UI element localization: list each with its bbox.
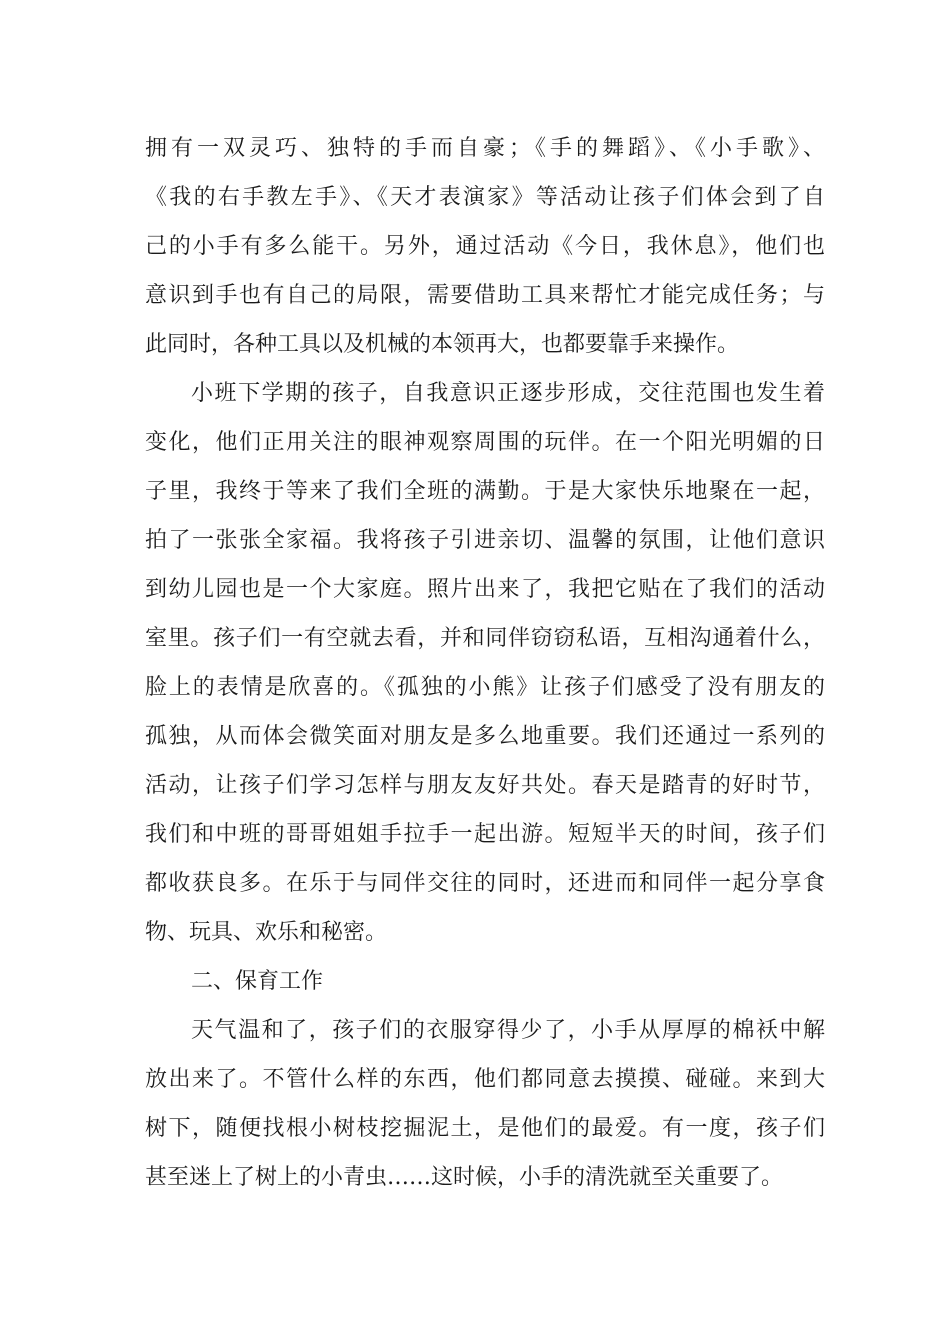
text-line: 都收获良多。在乐于与同伴交往的同时，还进而和同伴一起分享食 bbox=[145, 871, 825, 896]
text-line: 放出来了。不管什么样的东西，他们都同意去摸摸、碰碰。来到大 bbox=[145, 1067, 825, 1092]
text-line: 我们和中班的哥哥姐姐手拉手一起出游。短短半天的时间，孩子们 bbox=[145, 822, 825, 847]
paragraph bbox=[145, 369, 825, 957]
text-line: 《我的右手教左手》、《天才表演家》等活动让孩子们体会到了自 bbox=[145, 185, 825, 210]
text-line: 到幼儿园也是一个大家庭。照片出来了，我把它贴在了我们的活动 bbox=[145, 577, 825, 602]
text-line: 子里，我终于等来了我们全班的满勤。于是大家快乐地聚在一起， bbox=[145, 479, 825, 504]
text-line: 脸上的表情是欣喜的。《孤独的小熊》让孩子们感受了没有朋友的 bbox=[145, 675, 825, 700]
text-line: 物、玩具、欢乐和秘密。 bbox=[145, 920, 388, 945]
text-line: 活动，让孩子们学习怎样与朋友友好共处。春天是踏青的好时节， bbox=[145, 773, 825, 798]
text-line: 甚至迷上了树上的小青虫……这时候，小手的清洗就至关重要了。 bbox=[145, 1165, 784, 1190]
text-line: 拍了一张张全家福。我将孩子引进亲切、温馨的氛围，让他们意识 bbox=[145, 528, 825, 553]
text-line: 树下，随便找根小树枝挖掘泥土，是他们的最爱。有一度，孩子们 bbox=[145, 1116, 825, 1141]
text-line: 天气温和了，孩子们的衣服穿得少了，小手从厚厚的棉袄中解 bbox=[191, 1018, 825, 1043]
text-line: 意识到手也有自己的局限，需要借助工具来帮忙才能完成任务；与 bbox=[145, 283, 825, 308]
section-heading bbox=[145, 957, 825, 1006]
text-line: 室里。孩子们一有空就去看，并和同伴窃窃私语，互相沟通着什么， bbox=[145, 626, 825, 651]
paragraph bbox=[145, 1006, 825, 1202]
text-line: 此同时，各种工具以及机械的本领再大，也都要靠手来操作。 bbox=[145, 332, 740, 357]
paragraph bbox=[145, 124, 825, 369]
document-body bbox=[145, 124, 825, 1202]
text-line: 变化，他们正用关注的眼神观察周围的玩伴。在一个阳光明媚的日 bbox=[145, 430, 825, 455]
text-line: 己的小手有多么能干。另外，通过活动《今日，我休息》，他们也 bbox=[145, 234, 825, 259]
text-line: 拥有一双灵巧、独特的手而自豪；《手的舞蹈》、《小手歌》、 bbox=[145, 136, 825, 161]
text-line: 孤独，从而体会微笑面对朋友是多么地重要。我们还通过一系列的 bbox=[145, 724, 825, 749]
text-line: 小班下学期的孩子，自我意识正逐步形成，交往范围也发生着 bbox=[191, 381, 825, 406]
heading-text: 二、保育工作 bbox=[191, 969, 324, 994]
